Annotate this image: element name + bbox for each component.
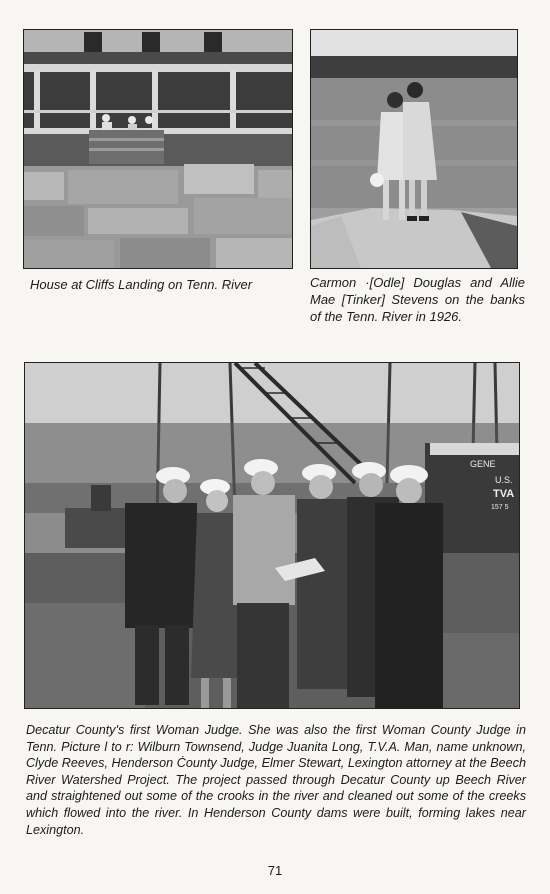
photo-watershed-project-group <box>24 362 520 709</box>
truck-text-us: U.S. <box>495 475 513 485</box>
truck-text-number: 157 5 <box>491 504 509 511</box>
photo-house-cliffs-landing <box>23 29 293 269</box>
caption-house: House at Cliffs Landing on Tenn. River <box>30 277 253 292</box>
page-number: 71 <box>267 863 283 878</box>
caption-watershed-project: Decatur County's first Woman Judge. She was also the first Woman County Judge in Tenn. Picture l to r: Wilburn Townsend, Judge Juanita Long, T.V.A. Man, name unknown, Clyde Reeves, Henderson Ċounty Judge, Elmer Stewart, Lexington attorney at the Beech River Watershed Project. The project passed through Decatur County up Beech River and straightened out some of the crooks in the river and cleaned out some of the creeks which flowed into the river. In Henderson County dams were built, forming lakes near Lexington. <box>26 723 526 837</box>
caption-women: Carmon ·[Odle] Douglas and Allie Mae [Tinker] Stevens on the banks of the Tenn. River in 1926. <box>310 275 525 324</box>
truck-text-tva: TVA <box>493 488 515 500</box>
truck-text-gene: GENE <box>470 459 496 469</box>
photo-women-riverbank <box>310 29 518 269</box>
